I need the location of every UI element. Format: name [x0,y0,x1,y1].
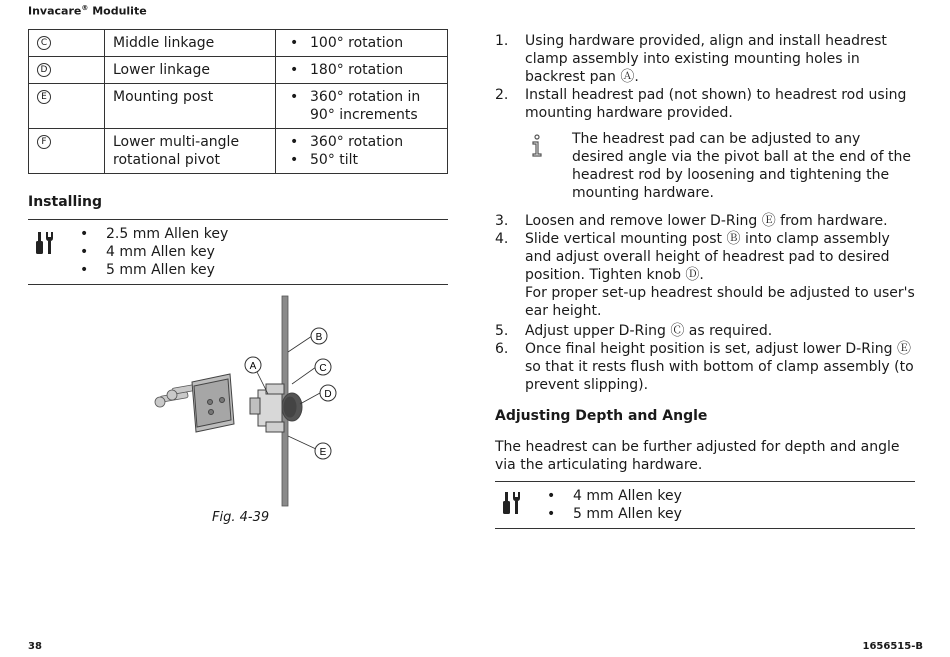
callout-letter: D [37,63,51,77]
step-text: Install headrest pad (not shown) to headrest rod using mounting hardware provided. [525,87,907,121]
step-text: Slide vertical mounting post Ⓑ into clamp assembly and adjust overall height of headrest pad to desired position. Tighten knob Ⓓ. [525,231,890,283]
step-number: 6. [495,341,509,357]
callout-e: E [319,447,327,458]
list-item [495,212,915,230]
figure-caption: Fig. 4-39 [212,510,270,525]
step-number: 5. [495,323,509,339]
tools-required-box [28,219,448,285]
part-name: Mounting post [105,84,276,129]
list-item [495,340,915,394]
part-name: Middle linkage [105,30,276,57]
table-row [29,129,448,174]
note-text: The headrest pad can be adjusted to any desired angle via the pivot ball at the end of the headrest rod by loosening and tightening the mounting hardware. [572,131,911,201]
list-item [495,32,915,86]
step-text: Using hardware provided, align and install headrest clamp assembly into existing mounting holes in backrest pan Ⓐ. [525,33,887,85]
adjusting-heading: Adjusting Depth and Angle [495,408,708,424]
info-note [530,130,915,202]
step-text: Adjust upper D-Ring Ⓒ as required. [525,323,773,339]
list-item: • 4 mm Allen key [80,243,228,261]
list-item [495,322,915,340]
part-spec: • 50° tilt [284,151,440,169]
list-item: • 5 mm Allen key [80,261,228,279]
part-spec: • 360° rotation in 90° increments [284,88,440,124]
list-item: • 2.5 mm Allen key [80,225,228,243]
installing-heading: Installing [28,194,103,210]
list-item [495,230,915,320]
list-item: • 5 mm Allen key [547,505,682,523]
table-row [29,30,448,57]
document-id: 1656515-B [862,641,923,652]
part-spec: • 180° rotation [284,61,440,79]
part-name: Lower linkage [105,57,276,84]
headrest-installation-figure [130,294,350,512]
callout-b: B [315,332,323,343]
tools-list [80,225,228,279]
callout-letter: F [37,135,51,149]
part-spec: • 100° rotation [284,34,440,52]
list-item: • 4 mm Allen key [547,487,682,505]
table-row [29,57,448,84]
product-name: Modulite [92,4,147,18]
callout-a: A [249,361,257,372]
part-spec: • 360° rotation [284,133,440,151]
page-number: 38 [28,641,42,652]
callout-c: C [319,363,327,374]
brand-name: Invacare [28,4,82,18]
tools-icon [34,230,56,260]
step-number: 2. [495,87,509,103]
list-item [495,86,915,122]
step-text: Once final height position is set, adjust lower D-Ring Ⓔ so that it rests flush with bottom of clamp assembly (to prevent slipping). [525,341,914,393]
parts-table [28,29,448,174]
info-icon [530,134,544,163]
callout-d: D [324,389,332,400]
table-row [29,84,448,129]
adjusting-paragraph: The headrest can be further adjusted for depth and angle via the articulating hardware. [495,439,900,473]
running-header [28,4,147,18]
tools-list [547,487,682,523]
step-note-text: For proper set-up headrest should be adjusted to user's ear height. [525,285,915,319]
step-number: 4. [495,231,509,247]
tools-required-box-2 [495,481,915,529]
tools-icon [501,490,523,520]
registered-mark: ® [81,4,89,12]
step-number: 1. [495,33,509,49]
callout-letter: C [37,36,51,50]
callout-letter: E [37,90,51,104]
part-name: Lower multi-angle rotational pivot [105,129,276,174]
step-text: Loosen and remove lower D-Ring Ⓔ from hardware. [525,213,888,229]
step-number: 3. [495,213,509,229]
steps-list-part2 [495,212,915,394]
steps-list-part1 [495,32,915,122]
